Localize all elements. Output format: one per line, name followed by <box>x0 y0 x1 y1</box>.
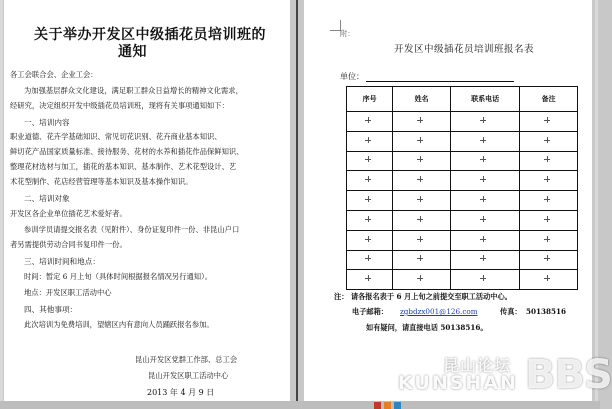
registration-page <box>304 0 592 409</box>
cell-anchor-icon <box>419 276 425 282</box>
cell-anchor-icon <box>482 197 488 203</box>
table-row <box>347 210 578 230</box>
table-cell[interactable] <box>393 151 451 171</box>
table-cell[interactable] <box>347 191 393 211</box>
cell-anchor-icon <box>482 118 488 124</box>
cell-anchor-icon <box>546 197 552 203</box>
unit-label: 单位： <box>340 72 364 81</box>
cell-anchor-icon <box>419 118 425 124</box>
fax-label: 传真： <box>500 307 522 316</box>
table-cell[interactable] <box>520 171 578 191</box>
content-line4: 术花型制作、花店经营管理等基本知识及基本操作知识。 <box>10 177 193 186</box>
attachment-label: 附： <box>340 29 355 38</box>
table-cell[interactable] <box>347 230 393 250</box>
header-phone: 联系电话 <box>450 87 519 112</box>
content-line2: 鲜切花产品国家质量标准、接待服务、花材的水养和插花作品保鲜知识、 <box>10 147 244 156</box>
cell-anchor-icon <box>546 118 552 124</box>
table-row <box>347 171 578 191</box>
header-index: 序号 <box>347 87 393 112</box>
table-row <box>347 250 578 270</box>
right-margin <box>595 0 598 409</box>
section-heading-target: 二、培训对象 <box>24 194 70 203</box>
requirement-line1: 参训学员请提交报名表（见附件）、身份证复印件一份、非昆山户口 <box>24 225 240 234</box>
table-cell[interactable] <box>393 270 451 290</box>
table-cell[interactable] <box>450 250 519 270</box>
table-cell[interactable] <box>450 171 519 191</box>
signature-org1: 昆山开发区党群工作部、总工会 <box>135 355 238 364</box>
cell-anchor-icon <box>419 217 425 223</box>
table-cell[interactable] <box>347 151 393 171</box>
table-cell[interactable] <box>393 131 451 151</box>
content-line3: 整理花材选材与加工，插花的基本知识、基本制作、艺术花型设计、艺 <box>10 162 237 171</box>
table-cell[interactable] <box>450 112 519 132</box>
page-divider <box>296 0 298 409</box>
table-cell[interactable] <box>347 131 393 151</box>
cell-anchor-icon <box>367 118 373 124</box>
edit-icon[interactable] <box>384 402 391 409</box>
section-heading-time-place: 三、培训时间和地点： <box>24 257 100 266</box>
cell-anchor-icon <box>367 217 373 223</box>
table-cell[interactable] <box>520 131 578 151</box>
cell-anchor-icon <box>482 177 488 183</box>
cell-anchor-icon <box>482 276 488 282</box>
cell-anchor-icon <box>546 217 552 223</box>
header-name: 姓名 <box>393 87 451 112</box>
content-line1: 职业道德、花卉学基础知识、常见切花识别、花卉商业基本知识、 <box>10 132 222 141</box>
table-row <box>347 131 578 151</box>
table-row <box>347 191 578 211</box>
cell-anchor-icon <box>482 256 488 262</box>
signature-date: 2013 年 4 月 9 日 <box>147 388 215 397</box>
intro-line2: 经研究，决定组织开发中级插花员培训班，现将有关事项通知如下： <box>10 101 229 110</box>
table-cell[interactable] <box>520 210 578 230</box>
time-line: 时间：暂定 6 月上旬（具体时间根据报名情况另行通知）。 <box>24 272 213 281</box>
cell-anchor-icon <box>546 276 552 282</box>
registration-table <box>346 86 578 290</box>
table-cell[interactable] <box>450 191 519 211</box>
table-cell[interactable] <box>520 230 578 250</box>
table-row <box>347 270 578 290</box>
notice-page <box>4 0 290 409</box>
cell-anchor-icon <box>419 157 425 163</box>
cell-anchor-icon <box>546 237 552 243</box>
table-cell[interactable] <box>450 270 519 290</box>
table-cell[interactable] <box>393 171 451 191</box>
cell-anchor-icon <box>419 197 425 203</box>
table-row <box>347 112 578 132</box>
table-cell[interactable] <box>347 171 393 191</box>
cell-anchor-icon <box>367 237 373 243</box>
table-cell[interactable] <box>520 250 578 270</box>
cell-anchor-icon <box>546 177 552 183</box>
watermark-cn: 昆山论坛 <box>443 356 512 375</box>
cell-anchor-icon <box>419 237 425 243</box>
submission-note: 注： 请各报名表于 6 月上旬之前提交至职工活动中心。 <box>334 292 512 301</box>
table-row <box>347 151 578 171</box>
form-title: 开发区中级插花员培训班报名表 <box>394 44 535 55</box>
table-row <box>347 230 578 250</box>
cell-anchor-icon <box>367 197 373 203</box>
salutation: 各工会联合会、企业工会： <box>10 70 98 79</box>
target-line: 开发区各企业单位插花艺术爱好者。 <box>10 209 127 218</box>
cell-anchor-icon <box>367 157 373 163</box>
table-cell[interactable] <box>450 151 519 171</box>
watermark-en: KUNSHAN <box>398 372 518 394</box>
table-cell[interactable] <box>347 270 393 290</box>
status-bar <box>0 401 600 409</box>
cell-anchor-icon <box>419 256 425 262</box>
watermark-bbs: BBS <box>525 352 612 398</box>
cell-anchor-icon <box>419 138 425 144</box>
table-cell[interactable] <box>520 151 578 171</box>
cell-anchor-icon <box>546 157 552 163</box>
left-margin <box>0 0 3 409</box>
cell-anchor-icon <box>482 217 488 223</box>
table-cell[interactable] <box>520 112 578 132</box>
table-cell[interactable] <box>450 230 519 250</box>
email-label: 电子邮箱： <box>352 307 388 316</box>
table-cell[interactable] <box>347 210 393 230</box>
other-line: 此次培训为免费培训，望辖区内有意向人员踊跃报名参加。 <box>24 320 214 329</box>
cell-anchor-icon <box>546 138 552 144</box>
email-link[interactable]: zgbdzx001@126.com <box>400 307 478 316</box>
table-cell[interactable] <box>520 270 578 290</box>
intro-line1: 为加强基层群众文化建设，满足职工群众日益增长的精神文化需求， <box>24 86 243 95</box>
signature-org2: 昆山开发区职工活动中心 <box>148 371 229 380</box>
cell-anchor-icon <box>482 237 488 243</box>
contact-phone-line: 如有疑问，请直接电话 50138516。 <box>366 323 488 332</box>
notice-title-line1: 关于举办开发区中级插花员培训班的 <box>34 27 266 43</box>
cell-anchor-icon <box>482 138 488 144</box>
record-icon[interactable] <box>374 402 381 409</box>
cell-anchor-icon <box>546 256 552 262</box>
section-heading-other: 四、其他事项： <box>24 305 78 314</box>
table-header-row <box>347 87 578 112</box>
table-cell[interactable] <box>393 210 451 230</box>
notice-title-line2: 通知 <box>118 44 147 60</box>
cell-anchor-icon <box>482 157 488 163</box>
table-cell[interactable] <box>520 191 578 211</box>
table-cell[interactable] <box>393 112 451 132</box>
fax-number: 50138516 <box>526 307 567 316</box>
header-remark: 备注 <box>520 87 578 112</box>
place-line: 地点：开发区职工活动中心 <box>24 288 112 297</box>
table-cell[interactable] <box>347 112 393 132</box>
cell-anchor-icon <box>367 177 373 183</box>
requirement-line2: 者另需提供劳动合同书复印件一份。 <box>10 240 127 249</box>
cell-anchor-icon <box>367 256 373 262</box>
view-icon[interactable] <box>394 402 401 409</box>
unit-underline <box>366 81 514 82</box>
cell-anchor-icon <box>367 276 373 282</box>
table-cell[interactable] <box>393 191 451 211</box>
table-cell[interactable] <box>393 250 451 270</box>
cell-anchor-icon <box>419 177 425 183</box>
cell-anchor-icon <box>367 138 373 144</box>
table-cell[interactable] <box>347 250 393 270</box>
table-cell[interactable] <box>450 131 519 151</box>
section-heading-content: 一、培训内容 <box>24 118 70 127</box>
table-cell[interactable] <box>450 210 519 230</box>
table-cell[interactable] <box>393 230 451 250</box>
